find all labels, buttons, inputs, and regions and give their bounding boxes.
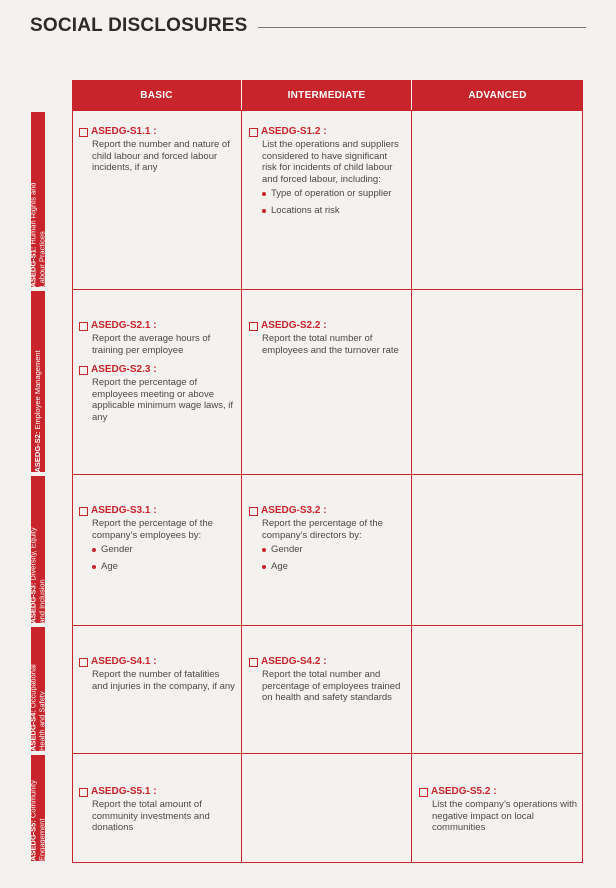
disclosure-text: Report the number and nature of child labour and forced labour incidents, if any [92, 139, 230, 173]
disclosure-code-label: ASEDG-S2.1 : [91, 320, 157, 331]
grid-divider [72, 625, 583, 626]
disclosure-code-label: ASEDG-S2.2 : [261, 320, 327, 331]
checkbox-icon[interactable] [79, 322, 88, 331]
disclosure-code-label: ASEDG-S1.1 : [91, 126, 157, 137]
checkbox-icon[interactable] [249, 658, 258, 667]
grid-divider [72, 474, 583, 475]
row-title: Diversity, Equity [28, 526, 38, 581]
bullet-list [249, 544, 399, 572]
disclosure-code [419, 786, 579, 798]
row-label-s4 [28, 627, 46, 751]
page-title: SOCIAL DISCLOSURES [30, 15, 248, 36]
list-item: Gender [92, 544, 229, 556]
bullet-list [249, 188, 399, 216]
disclosure-code-label: ASEDG-S5.1 : [91, 786, 157, 797]
disclosure-code [79, 656, 237, 668]
cell-s1-basic [79, 126, 237, 174]
checkbox-icon[interactable] [79, 658, 88, 667]
checkbox-icon[interactable] [249, 507, 258, 516]
disclosure-code [79, 364, 237, 376]
page-header [30, 12, 586, 40]
cell-s2-intermediate [249, 320, 407, 356]
title-rule [258, 27, 586, 28]
row-label-s1 [28, 112, 46, 287]
list-item: Type of operation or supplier [262, 188, 399, 200]
disclosure-code-label: ASEDG-S2.3 : [91, 364, 157, 375]
disclosure-text: Report the percentage of the company’s directors by: [262, 518, 383, 541]
row-title-cont: and Inclusion [37, 578, 46, 623]
cell-s3-basic [79, 505, 229, 577]
disclosure-text: Report the number of fatalities and injuries in the company, if any [92, 669, 235, 692]
cell-s4-intermediate [249, 656, 407, 704]
disclosure-code [249, 126, 399, 138]
disclosure-code-label: ASEDG-S4.2 : [261, 656, 327, 667]
row-title: Occupational [28, 664, 38, 709]
grid-divider [411, 110, 412, 863]
column-header-intermediate: INTERMEDIATE [242, 80, 411, 110]
checkbox-icon[interactable] [249, 128, 258, 137]
row-label-s5 [28, 755, 46, 861]
cell-s5-basic [79, 786, 237, 834]
list-item: Gender [262, 544, 399, 556]
row-code: ASEDG-S5: [28, 820, 38, 861]
row-code: ASEDG-S2: [32, 431, 42, 472]
column-header-advanced: ADVANCED [412, 80, 583, 110]
disclosure-code-label: ASEDG-S3.1 : [91, 505, 157, 516]
checkbox-icon[interactable] [79, 788, 88, 797]
row-title-cont: Health and Safety [37, 691, 46, 751]
disclosure-code [249, 656, 407, 668]
disclosure-grid [72, 110, 583, 863]
row-title: Community [28, 780, 38, 819]
row-code: ASEDG-S4: [28, 710, 38, 751]
disclosure-code-label: ASEDG-S1.2 : [261, 126, 327, 137]
disclosure-text: Report the percentage of the company’s employees by: [92, 518, 213, 541]
row-label-s3 [28, 476, 46, 623]
disclosure-text: List the company’s operations with negative impact on local communities [432, 799, 578, 833]
grid-divider [72, 289, 583, 290]
disclosure-code-label: ASEDG-S3.2 : [261, 505, 327, 516]
disclosure-code [79, 126, 237, 138]
cell-s4-basic [79, 656, 237, 692]
row-title-cont: Labour Practices [37, 230, 46, 287]
checkbox-icon[interactable] [79, 366, 88, 375]
list-item: Age [92, 561, 229, 573]
disclosure-text: Report the average hours of training per employee [92, 333, 211, 356]
disclosure-code [249, 505, 399, 517]
grid-divider [72, 753, 583, 754]
column-header-basic: BASIC [72, 80, 241, 110]
row-code: ASEDG-S3: [28, 582, 38, 623]
row-code: ASEDG-S1: [28, 246, 38, 287]
checkbox-icon[interactable] [79, 507, 88, 516]
row-title: Employee Management [32, 349, 42, 430]
disclosure-code-label: ASEDG-S5.2 : [431, 786, 497, 797]
list-item: Locations at risk [262, 205, 399, 217]
row-title: Human Rights and [28, 181, 38, 245]
disclosure-code [79, 786, 237, 798]
disclosure-text: Report the percentage of employees meeting or above applicable minimum wage laws, if any [92, 377, 233, 423]
bullet-list [79, 544, 229, 572]
disclosure-code-label: ASEDG-S4.1 : [91, 656, 157, 667]
cell-s2-basic [79, 320, 237, 423]
disclosure-code [79, 320, 237, 332]
disclosure-text: Report the total number of employees and the turnover rate [262, 333, 399, 356]
disclosure-text: List the operations and suppliers considered to have significant risk for incidents of child labour and forced labour, including: [262, 139, 399, 185]
checkbox-icon[interactable] [79, 128, 88, 137]
checkbox-icon[interactable] [419, 788, 428, 797]
row-label-s2 [31, 291, 45, 472]
disclosure-text: Report the total number and percentage of employees trained on health and safety standards [262, 669, 401, 703]
row-title-cont: Engagement [37, 818, 46, 861]
list-item: Age [262, 561, 399, 573]
disclosure-code [249, 320, 407, 332]
cell-s5-advanced [419, 786, 579, 834]
checkbox-icon[interactable] [249, 322, 258, 331]
cell-s3-intermediate [249, 505, 399, 577]
disclosure-text: Report the total amount of community investments and donations [92, 799, 210, 833]
grid-divider [241, 110, 242, 863]
disclosure-code [79, 505, 229, 517]
cell-s1-intermediate [249, 126, 399, 221]
